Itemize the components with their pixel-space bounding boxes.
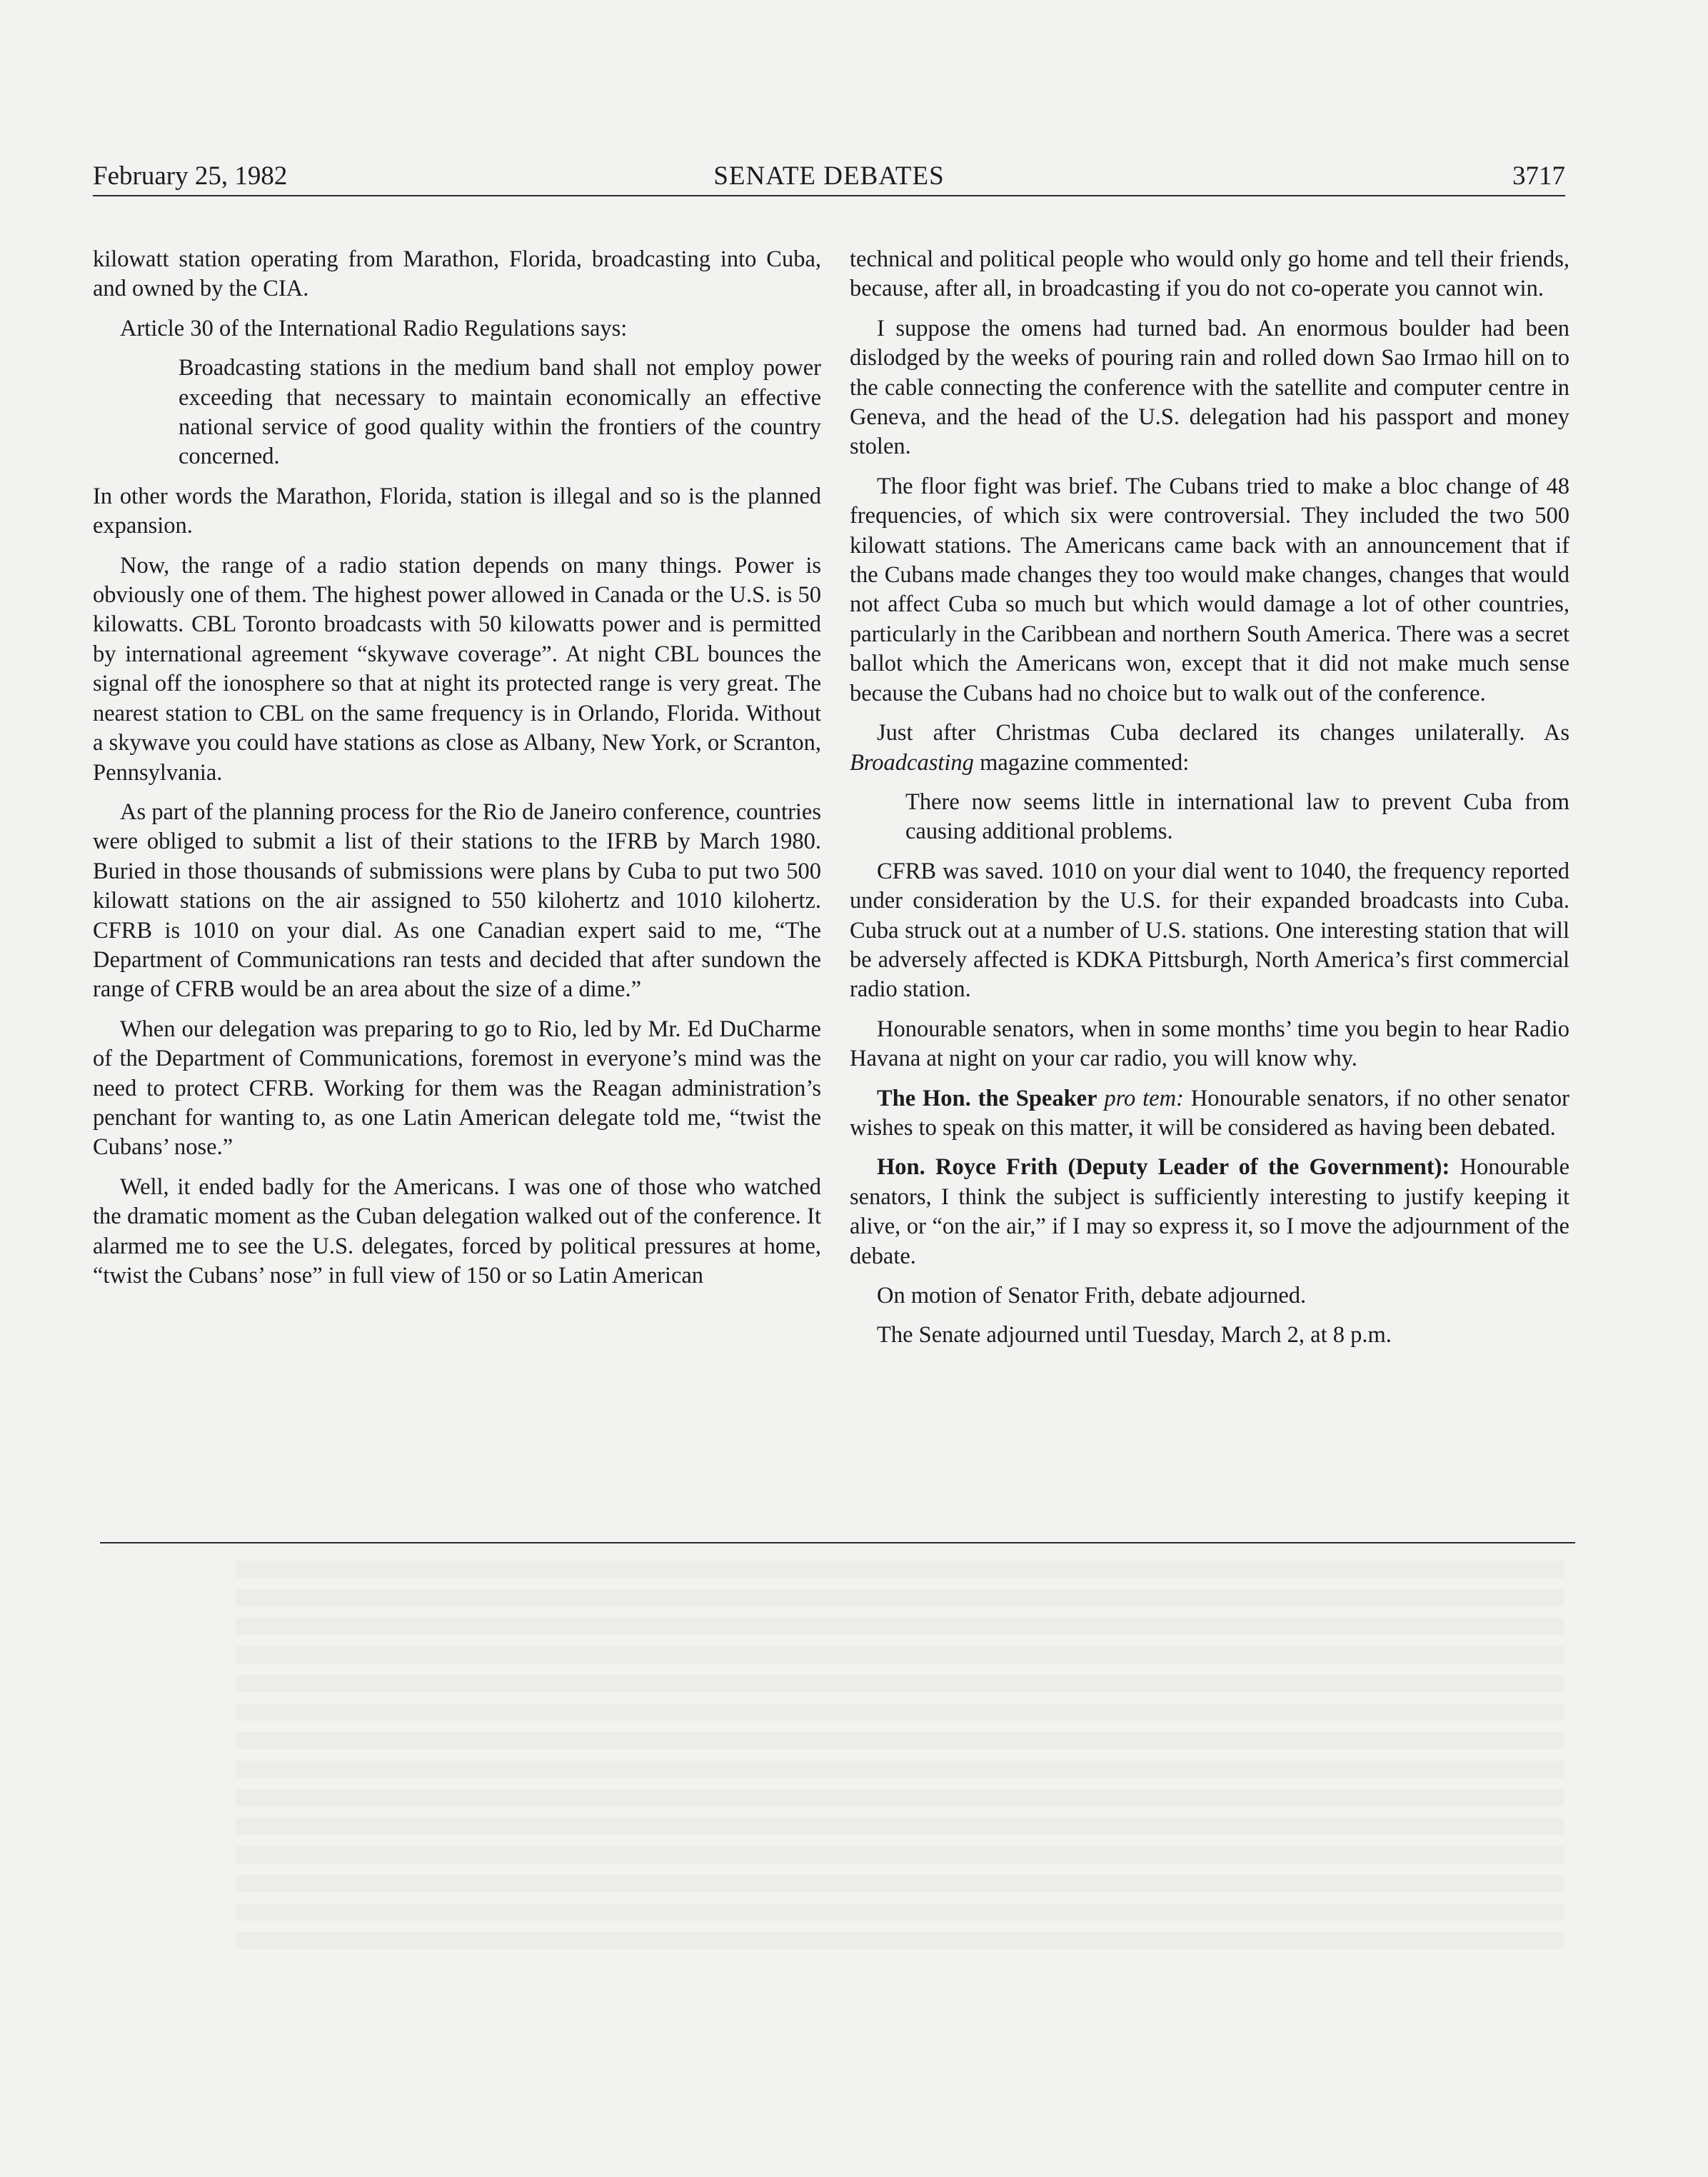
text-run: Just after Christmas Cuba declared its changes unilaterally. As [877, 720, 1569, 746]
block-quote: Broadcasting stations in the medium band shall not employ power exceeding that necessary to maintain economically an effective national service of good quality within the frontiers of the country concerned. [179, 355, 821, 470]
paragraph: As part of the planning process for the Rio de Janeiro conference, countries were obliged to submit a list of their stations to the IFRB by March 1980. Buried in those thousands of submissions were plans by Cuba to put two 500 kilowatt stations on the air assigned to 550 kilohertz and 1010 kilohertz. CFRB is 1010 on your dial. As one Canadian expert said to me, “The Department of Communications ran tests and decided that after sundown the range of CFRB would be an area about the size of a dime.” [93, 799, 821, 1003]
running-header [93, 159, 1565, 194]
paragraph: The Senate adjourned until Tuesday, March 2, at 8 p.m. [877, 1322, 1392, 1348]
show-through-shading [236, 1561, 1564, 1961]
left-column [93, 245, 821, 1301]
header-page-number: 3717 [1512, 161, 1565, 191]
block-quote: There now seems little in international law to prevent Cuba from causing additional problems. [905, 789, 1569, 845]
end-rule [100, 1542, 1575, 1543]
paragraph: Now, the range of a radio station depends on many things. Power is obviously one of them. The highest power allowed in Canada or the U.S. is 50 kilowatts. CBL Toronto broadcasts with 50 kilowatts power and is permitted by international agreement “skywave coverage”. At night CBL bounces the signal off the ionosphere so that at night its protected range is very great. The nearest station to CBL on the same frequency is in Orlando, Florida. Without a skywave you could have stations as close as Albany, New York, or Scranton, Pennsylvania. [93, 552, 821, 786]
paragraph [850, 719, 1569, 778]
header-date: February 25, 1982 [93, 161, 288, 191]
paragraph: kilowatt station operating from Marathon, Florida, broadcasting into Cuba, and owned by the CIA. [93, 246, 821, 302]
text-run: magazine commented: [973, 749, 1190, 776]
paragraph: CFRB was saved. 1010 on your dial went to 1040, the frequency reported under consideration by the U.S. for their expanded broadcasts into Cuba. Cuba struck out at a number of U.S. stations. One interesting station that will be adversely affected is KDKA Pittsburgh, North America’s first commercial radio station. [850, 858, 1569, 1003]
speaker-title-italic: pro tem: [1104, 1085, 1184, 1111]
paragraph: The floor fight was brief. The Cubans tried to make a bloc change of 48 frequencies, of which six were controversial. They included the two 500 kilowatt stations. The Americans came back with an announcement that if the Cubans made changes they too would make changes, changes that would not affect Cuba so much but which would damage a lot of other countries, particularly in the Caribbean and northern South America. There was a secret ballot which the Americans won, except that it did not make much sense because the Cubans had no choice but to walk out of the conference. [850, 473, 1569, 706]
publication-title: Broadcasting [850, 749, 974, 776]
speaker-text: Honourable senators, I think the subject is sufficiently interesting to justify keeping it alive, or “on the air,” if I may so express it, so I move the adjournment of the debate. [850, 1154, 1569, 1269]
paragraph: When our delegation was preparing to go to Rio, led by Mr. Ed DuCharme of the Department of Communications, foremost in everyone’s mind was the need to protect CFRB. Working for them was the Reagan administration’s penchant for wanting to, as one Latin American delegate told me, “twist the Cubans’ nose.” [93, 1016, 821, 1161]
speaker-paragraph [850, 1084, 1569, 1143]
paragraph: I suppose the omens had turned bad. An enormous boulder had been dislodged by the weeks of pouring rain and rolled down Sao Irmao hill on to the cable connecting the conference with the satellite and computer centre in Geneva, and the head of the U.S. delegation had his passport and money stolen. [850, 315, 1569, 460]
paragraph: In other words the Marathon, Florida, station is illegal and so is the planned expansion. [93, 483, 821, 539]
speaker-text: Honourable senators, if no other senator wishes to speak on this matter, it will be considered as having been debated. [850, 1085, 1569, 1141]
paragraph: On motion of Senator Frith, debate adjourned. [877, 1283, 1307, 1308]
speaker-name: Hon. Royce Frith (Deputy Leader of the Government): [877, 1154, 1450, 1181]
speaker-paragraph [850, 1153, 1569, 1271]
paragraph: technical and political people who would only go home and tell their friends, because, after all, in broadcasting if you do not co-operate you cannot win. [850, 246, 1569, 302]
paragraph: Honourable senators, when in some months’ time you begin to hear Radio Havana at night on your car radio, you will know why. [850, 1016, 1569, 1072]
right-column [850, 245, 1569, 1361]
paragraph: Article 30 of the International Radio Regulations says: [120, 315, 628, 341]
header-rule [93, 195, 1565, 196]
speaker-name: The Hon. the Speaker [877, 1085, 1097, 1111]
paragraph: Well, it ended badly for the Americans. I was one of those who watched the dramatic moment as the Cuban delegation walked out of the conference. It alarmed me to see the U.S. delegates, forced by political pressures at home, “twist the Cubans’ nose” in full view of 150 or so Latin American [93, 1173, 821, 1288]
header-title: SENATE DEBATES [713, 161, 945, 191]
